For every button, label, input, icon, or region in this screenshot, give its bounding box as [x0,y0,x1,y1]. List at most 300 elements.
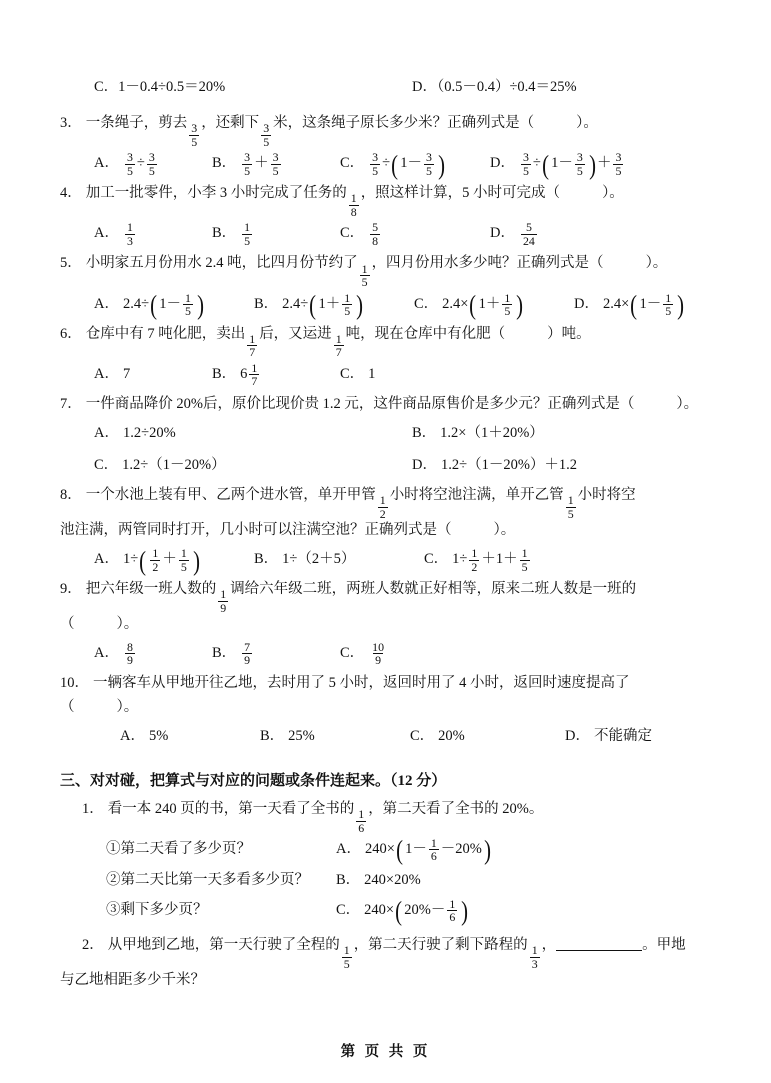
q6-option-b[interactable] [212,359,340,391]
q3-text-b: ，还剩下 [201,114,260,131]
frac [447,898,457,924]
n: 3 [272,150,279,165]
q4-opt-c-frac [370,221,380,247]
question-7-options-row1 [60,418,720,450]
q8-text-a: 一个水池上装有甲、乙两个进水管，单开甲管 [85,487,376,504]
val: 1.2÷（1－20%）＋1.2 [440,457,578,474]
q5-option-b[interactable] [254,289,414,321]
question-10-options [60,721,720,753]
q7-option-c[interactable] [94,450,412,482]
lbl: C． [424,551,449,568]
q3-opt-b-frac2 [271,151,281,177]
lbl: B． [212,645,237,662]
d: 8 [372,233,379,248]
val: 25% [288,728,315,745]
n: 1 [251,360,258,375]
op: ＋ [162,551,177,568]
paren-left: ( [396,834,403,866]
q4-option-c[interactable] [340,218,490,250]
n: 1 [126,220,133,235]
carryover-options [60,72,720,104]
d: 7 [249,345,256,360]
paren-text: 1－ [159,295,182,312]
frac1 [150,547,160,573]
q5-text-b: ，四月份用水多少吨？正确列式是（ [371,255,604,272]
question-7-options-row2 [60,450,720,482]
lbl: B． [212,365,237,382]
paren-text: 1－ [405,841,427,858]
q4-option-b[interactable] [212,218,340,250]
q3-opt-c-label: C． [340,155,365,172]
d: 5 [665,304,672,319]
q4-opt-b-frac [242,221,252,247]
paren-inner [403,895,460,925]
paren-inner [478,289,516,321]
s3-q2-text-a: 从甲地到乙地，第一天行驶了全程的 [107,936,340,953]
n: 5 [525,220,532,235]
d: 3 [531,956,538,971]
frac [370,641,386,667]
match-left-2-text: ②第二天比第一天多看多少页？ [106,871,309,888]
page-content [60,72,720,994]
option-c[interactable] [94,72,412,104]
frac [663,292,673,318]
match-row-3 [60,895,720,925]
d: 5 [372,163,379,178]
q5-option-a[interactable] [94,289,254,321]
q6-text-d: ）吨。 [547,325,591,342]
question-10 [60,670,720,698]
q3-text-d: ）。 [576,114,598,131]
d: 5 [185,304,191,319]
lbl: C． [340,645,365,662]
lead: 240× [364,841,395,858]
frac1 [469,547,479,573]
q3-opt-c-op: ÷ [382,155,391,172]
question-9-options [60,638,720,670]
paren-text: 1＋ [318,295,341,312]
lbl: B． [212,225,237,242]
paren-right: ) [438,148,445,180]
n: 1 [350,191,357,206]
question-3 [60,110,720,148]
paren-right: ) [484,834,491,866]
option-c-text: C．1－0.4÷0.5＝20% [94,79,226,95]
n: 1 [343,943,350,958]
q6-text-a: 仓库中有 7 吨化肥，卖出 [85,325,246,342]
q3-option-b[interactable] [212,148,340,180]
q10-text-b: （ [60,699,75,716]
q4-text-b: ，照这样计算，5 小时可完成（ [360,185,561,202]
n: 3 [148,150,155,165]
s3-q1-text [108,796,720,834]
val: 不能确定 [593,728,652,745]
match-row-1 [60,834,720,864]
q8-option-a[interactable] [94,544,254,576]
lbl: A． [94,225,119,242]
question-6 [60,321,720,359]
q3-text-c: 米，这条绳子原长多少米？正确列式是（ [273,114,535,131]
paren-left: ( [630,289,638,321]
lbl: C． [94,457,119,474]
s3-q2-text-b: ，第二天行驶了剩下路程的 [353,936,528,953]
match-left-3-text: ③剩下多少页？ [106,902,208,919]
n: 1 [665,290,672,305]
q8-option-c[interactable] [424,544,532,576]
question-6-number: 6． [60,325,82,342]
question-8-options [60,544,720,576]
val: 7 [122,365,131,382]
question-5-text [86,250,720,288]
d: 5 [504,304,511,319]
paren [308,289,364,321]
d: 5 [521,559,528,574]
lbl: D． [565,728,590,745]
q3-opt-d-frac1 [521,151,531,177]
d: 9 [220,600,227,615]
s3-q2-text-d: 。甲地 [642,936,686,953]
n: 1 [185,290,191,305]
paren-inner [638,289,676,321]
d: 7 [251,374,258,389]
q10-text-c: ）。 [116,699,139,716]
q3-opt-d-tailop: ＋ [596,155,612,172]
s3-q2-number: 2． [82,936,104,953]
q3-opt-a-frac1 [125,151,135,177]
q7-text-a: 一件商品降价 20%后，原价比现价贵 1.2 元，这件商品原售价是多少元？正确列式是（ [85,395,635,412]
q3-opt-d-op: ÷ [532,155,541,172]
q3-option-d[interactable] [490,148,625,180]
lbl: B． [336,871,361,888]
paren-right: ) [192,544,200,576]
paren-left: ( [150,289,158,321]
d: 5 [126,163,133,178]
n: 1 [152,546,159,561]
q8-text-d: 池注满，两管同时打开，几小时可以注满空池？正确列式是（ [60,522,452,539]
n: 1 [567,493,574,508]
q3-frac2-den: 5 [263,134,270,149]
q10-option-c[interactable] [410,721,565,753]
d: 5 [615,163,622,178]
paren-right: ) [677,289,685,321]
paren-text: 1－ [551,155,573,172]
d: 9 [375,653,382,668]
q3-opt-c-frac2 [424,151,434,177]
val: 1.2÷（1－20%） [122,457,226,474]
q5-text-a: 小明家五月份用水 2.4 吨，比四月份节约了 [85,255,358,272]
d: 2 [379,506,386,521]
d: 2 [471,559,478,574]
paren [149,289,205,321]
val: 1 [368,365,376,382]
question-9 [60,576,720,614]
frac [242,641,252,667]
q3-opt-c-paren [390,148,446,180]
q6-text-c: 吨，现在仓库中有化肥（ [345,325,506,342]
question-8-text-cont [60,520,720,542]
q9-text-b: 调给六年级二班，两班人数就正好相等，原来二班人数是一班的 [230,580,637,597]
q4-option-d[interactable] [490,218,539,250]
d: 5 [344,304,351,319]
section3-question-1 [60,796,720,834]
q10-text-a: 一辆客车从甲地开往乙地，去时用了 5 小时，返回时用了 4 小时，返回时速度提高了 [93,674,630,691]
q3-frac1-num: 3 [191,121,198,136]
q3-opt-b-label: B． [212,155,237,172]
q6-frac-1 [247,333,257,359]
n: 1 [379,493,386,508]
q4-option-a[interactable] [94,218,212,250]
s3-q1-frac [356,808,366,834]
n: 1 [249,331,256,346]
question-8 [60,482,720,520]
match-left-2[interactable] [106,865,336,895]
paren-right: ) [516,289,524,321]
q7-option-a[interactable] [94,418,412,450]
n: 1 [344,290,351,305]
lead: 2.4÷ [282,295,309,312]
s3-q2-text-e: 与乙地相距多少千米？ [60,972,205,989]
q10-option-d[interactable] [565,721,652,753]
d: 5 [244,163,251,178]
s3-q2-fill-blank[interactable] [556,936,642,951]
q10-option-a[interactable] [120,721,260,753]
op: ＋1＋ [481,551,518,568]
paren-text: 1－ [400,155,423,172]
val: 1.2×（1＋20%） [440,425,544,442]
q5-option-d[interactable] [574,289,685,321]
q9-text-a: 把六年级一班人数的 [85,580,217,597]
lbl: C． [410,728,435,745]
q9-option-a[interactable] [94,638,212,670]
d: 5 [272,163,279,178]
question-5-options [60,289,720,321]
q6-option-c[interactable] [340,359,375,391]
d: 9 [244,653,251,668]
question-4-options [60,218,720,250]
n: 3 [426,150,432,165]
d: 5 [522,163,529,178]
mixed-number [240,359,261,391]
question-8-text [86,482,720,520]
n: 5 [372,220,379,235]
s3-q2-text-c: ， [541,936,557,953]
n: 1 [335,331,342,346]
paren-left: ( [395,894,403,926]
d: 5 [567,506,574,521]
lbl: A． [94,551,119,568]
frac2 [179,547,189,573]
q9-option-b[interactable] [212,638,340,670]
q4-frac-1 [349,192,359,218]
q6-frac-2 [334,333,344,359]
n: 1 [180,546,187,561]
q7-option-d[interactable] [412,450,577,482]
paren-left: ( [542,148,549,180]
q3-opt-b-frac1 [242,151,252,177]
question-9-text-cont [60,614,720,636]
frac [502,292,512,318]
n: 1 [471,546,478,561]
val: 1÷（2＋5） [282,551,356,568]
q8-text-b: 小时将空池注满，单开乙管 [389,487,564,504]
n: 3 [615,150,622,165]
q6-text-b: 后，又运进 [259,325,332,342]
question-6-options [60,359,720,391]
n: 1 [358,807,365,822]
lead: 1÷ [452,551,468,568]
s3-q2-frac-1 [342,944,352,970]
paren-left: ( [139,544,147,576]
question-10-text [93,670,720,698]
lbl: A． [94,645,119,662]
question-7-text [86,391,720,419]
lbl: C． [414,295,439,312]
s3-q2-frac-2 [530,944,540,970]
n: 8 [126,640,133,654]
d: 5 [343,956,350,971]
lead: 240× [364,902,395,919]
q8-frac-1 [378,494,388,520]
q9-text-c: （ [60,616,75,633]
lbl: B． [260,728,285,745]
match-right-c[interactable] [336,895,720,925]
q3-opt-a-op: ÷ [136,155,145,172]
match-row-2 [60,865,720,895]
q3-opt-d-paren [541,148,597,180]
paren [468,289,524,321]
paren [395,834,492,864]
question-9-text [86,576,720,614]
paren-right: ) [588,148,596,180]
lbl: A． [336,841,361,858]
paren-inner [317,289,355,321]
q3-option-a[interactable] [94,148,212,180]
frac [249,362,259,388]
q3-opt-d-frac3 [613,151,623,177]
paren-right: ) [461,894,469,926]
q4-text-c: ）。 [602,185,624,202]
n: 3 [372,150,379,165]
q5-option-c[interactable] [414,289,574,321]
whole: 6 [240,365,248,382]
match-left-1[interactable] [106,834,336,864]
d: 6 [449,910,456,925]
s3-q2-text [108,932,720,970]
paren-text: 1＋ [478,295,501,312]
q3-frac-1 [189,122,199,148]
q7-option-b[interactable] [412,418,544,450]
q3-text-a: 一条绳子，剪去 [85,114,188,131]
q4-text-a: 加工一批零件，小李 3 小时完成了任务的 [85,185,347,202]
question-7 [60,391,720,419]
q10-option-b[interactable] [260,721,410,753]
page-footer: 第 页 共 页 [340,1044,431,1060]
d: 6 [430,849,437,864]
q6-option-a[interactable] [94,359,212,391]
lbl: B． [412,425,437,442]
n: 1 [449,896,456,911]
lbl: C． [340,365,365,382]
paren-inner [158,289,196,321]
frac2 [520,547,530,573]
question-4 [60,180,720,218]
n: 1 [531,943,538,958]
lead: 2.4× [602,295,630,312]
paren [394,895,469,925]
frac [183,292,193,318]
paren-right: ) [197,289,204,321]
lbl: D． [574,295,599,312]
n: 3 [576,150,583,165]
d: 2 [152,559,159,574]
option-d[interactable] [412,72,577,104]
d: 8 [350,204,357,219]
d: 5 [576,163,583,178]
question-4-text [86,180,720,218]
question-5 [60,250,720,288]
q9-option-c[interactable] [340,638,388,670]
lbl: C． [336,902,361,919]
lbl: A． [120,728,145,745]
paren [629,289,685,321]
s3-q1-number: 1． [82,801,104,818]
paren-text: 20%－ [404,902,446,919]
d: 9 [126,653,133,668]
paren-inner [399,148,437,180]
q8-option-b[interactable] [254,544,424,576]
q3-option-c[interactable] [340,148,490,180]
n: 3 [244,150,251,165]
q5-frac-1 [360,263,370,289]
q5-text-c: ）。 [645,255,668,272]
val: 240×20% [364,871,421,888]
lbl: B． [254,295,279,312]
match-right-a[interactable] [336,834,720,864]
n: 3 [126,150,133,165]
n: 10 [372,640,385,654]
val: 1.2÷20% [122,425,176,442]
q3-frac-2 [261,122,271,148]
d: 24 [522,233,535,248]
paren-left: ( [391,148,399,180]
paren-left: ( [309,289,317,321]
s3-q1-text-b: ，第二天看了全书的 20%。 [368,801,544,818]
match-right-b[interactable] [336,865,720,895]
q8-frac-2 [566,494,576,520]
d: 3 [126,233,133,248]
question-10-number: 10． [60,674,89,691]
question-4-number: 4． [60,185,82,202]
q3-opt-b-op: ＋ [254,155,269,172]
lbl: A． [94,365,119,382]
lbl: B． [254,551,279,568]
lead: 1÷ [122,551,139,568]
match-left-3[interactable] [106,895,336,925]
n: 1 [361,261,368,276]
question-5-number: 5． [60,255,82,272]
lbl: A． [94,295,119,312]
q3-opt-d-label: D． [490,155,515,172]
frac [125,641,135,667]
val: 5% [148,728,169,745]
section-3-heading: 三、对对碰，把算式与对应的问题或条件连起来。（12 分） [60,773,447,790]
lbl: C． [340,225,365,242]
d: 5 [426,163,432,178]
match-left-1-text: ①第二天看了多少页？ [106,841,251,858]
n: 1 [430,835,437,850]
s3-q2-text-cont [60,970,720,992]
q7-text-b: ）。 [676,395,699,412]
